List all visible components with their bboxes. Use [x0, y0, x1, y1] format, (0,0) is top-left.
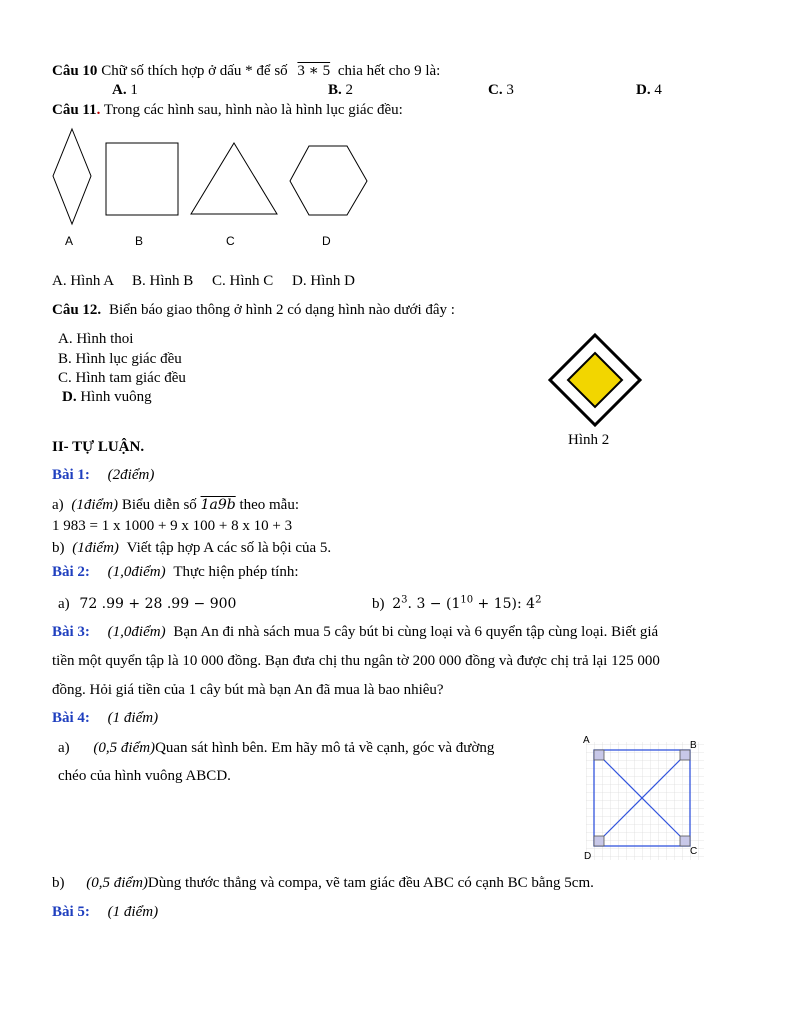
q10-suffix: chia hết cho 9 là:	[337, 63, 441, 79]
shape-label-a: A	[65, 234, 74, 248]
q11-text: Trong các hình sau, hình nào là hình lục giác đều:	[103, 102, 403, 118]
q11-line: Câu 11. Trong các hình sau, hình nào là hình lục giác đều:	[52, 102, 403, 118]
traffic-sign-figure	[548, 333, 642, 427]
hexagon-shape	[290, 146, 367, 215]
vertex-a-label: A	[583, 735, 590, 746]
q12-option-a: A. Hình thoi	[58, 331, 134, 347]
q11-answers: A. Hình A B. Hình B C. Hình C D. Hình D	[52, 273, 355, 289]
bai2-heading: Bài 2: (1,0điểm) Thực hiện phép tính:	[52, 564, 299, 580]
vertex-d-label: D	[584, 851, 592, 862]
bai3-line1: Bài 3: (1,0điểm) Bạn An đi nhà sách mua 5 cây bút bi cùng loại và 6 quyển tập cùng loại. Biết giá	[52, 624, 659, 640]
bai4-b: b) (0,5 điểm)Dùng thước thẳng và compa, vẽ tam giác đều ABC có cạnh BC bằng 5cm.	[52, 875, 594, 891]
q12-option-b: B. Hình lục giác đều	[58, 351, 182, 367]
square-abcd-figure	[578, 736, 708, 864]
q10-text: Chữ số thích hợp ở dấu * để số	[101, 63, 288, 79]
q12-option-d: D. Hình vuông	[62, 389, 152, 405]
bai2-b: b) $2^3$. $3 - (1^{10} + 15)$: $4^2$	[372, 594, 542, 612]
shape-label-b: B	[135, 234, 144, 248]
section-title: II- TỰ LUẬN.	[52, 439, 145, 455]
figure-caption: Hình 2	[568, 432, 610, 448]
rhombus-shape	[53, 129, 91, 224]
shape-label-d: D	[322, 234, 331, 248]
q12-line	[52, 301, 455, 319]
bai5-heading: Bài 5: (1 điểm)	[52, 904, 159, 920]
shape-label-c: C	[226, 234, 235, 248]
square-shape	[106, 143, 178, 215]
vertex-b-label: B	[690, 740, 697, 751]
bai1-heading: Bài 1: (2điểm)	[52, 467, 155, 483]
bai3-line3: đồng. Hỏi giá tiền của 1 cây bút mà bạn An đã mua là bao nhiêu?	[52, 682, 444, 698]
bai1-b: b) (1điểm) Viết tập hợp A các số là bội của 5.	[52, 540, 332, 556]
bai2-a: a) 72 .99 + 28 .99 − 900	[58, 596, 237, 612]
q11-shapes	[50, 126, 380, 226]
q12-label: Câu 12.	[52, 302, 102, 318]
q10-line	[52, 62, 440, 80]
bai4-a-line1: a) (0,5 điểm)Quan sát hình bên. Em hãy mô tả về cạnh, góc và đường	[58, 740, 495, 756]
q10-label: Câu 10	[52, 63, 98, 79]
q10-number: 3 ∗ 5	[297, 63, 331, 79]
bai1-a: a) (1điểm) Biểu diễn số 1a9b theo mẫu:	[52, 497, 300, 513]
q10-option-d: D. 4	[636, 82, 662, 98]
triangle-shape	[191, 143, 277, 214]
bai4-heading: Bài 4: (1 điểm)	[52, 710, 159, 726]
q12-text: Biển báo giao thông ở hình 2 có dạng hình nào dưới đây :	[108, 302, 455, 318]
bai3-line2: tiền một quyển tập là 10 000 đồng. Bạn đưa chị thu ngân tờ 200 000 đồng và được chị trả lại 125 000	[52, 653, 660, 669]
q10-option-c: C. 3	[488, 82, 514, 98]
vertex-c-label: C	[690, 846, 698, 857]
q10-option-b: B. 2	[328, 82, 354, 98]
bai1-example: 1 983 = 1 x 1000 + 9 x 100 + 8 x 10 + 3	[52, 518, 293, 534]
bai1-number: 1a9b	[200, 497, 236, 513]
bai4-a-line2: chéo của hình vuông ABCD.	[58, 768, 231, 784]
q10-option-a: A. 1	[112, 82, 138, 98]
q12-option-c: C. Hình tam giác đều	[58, 370, 186, 386]
q11-label: Câu 11	[52, 102, 97, 118]
